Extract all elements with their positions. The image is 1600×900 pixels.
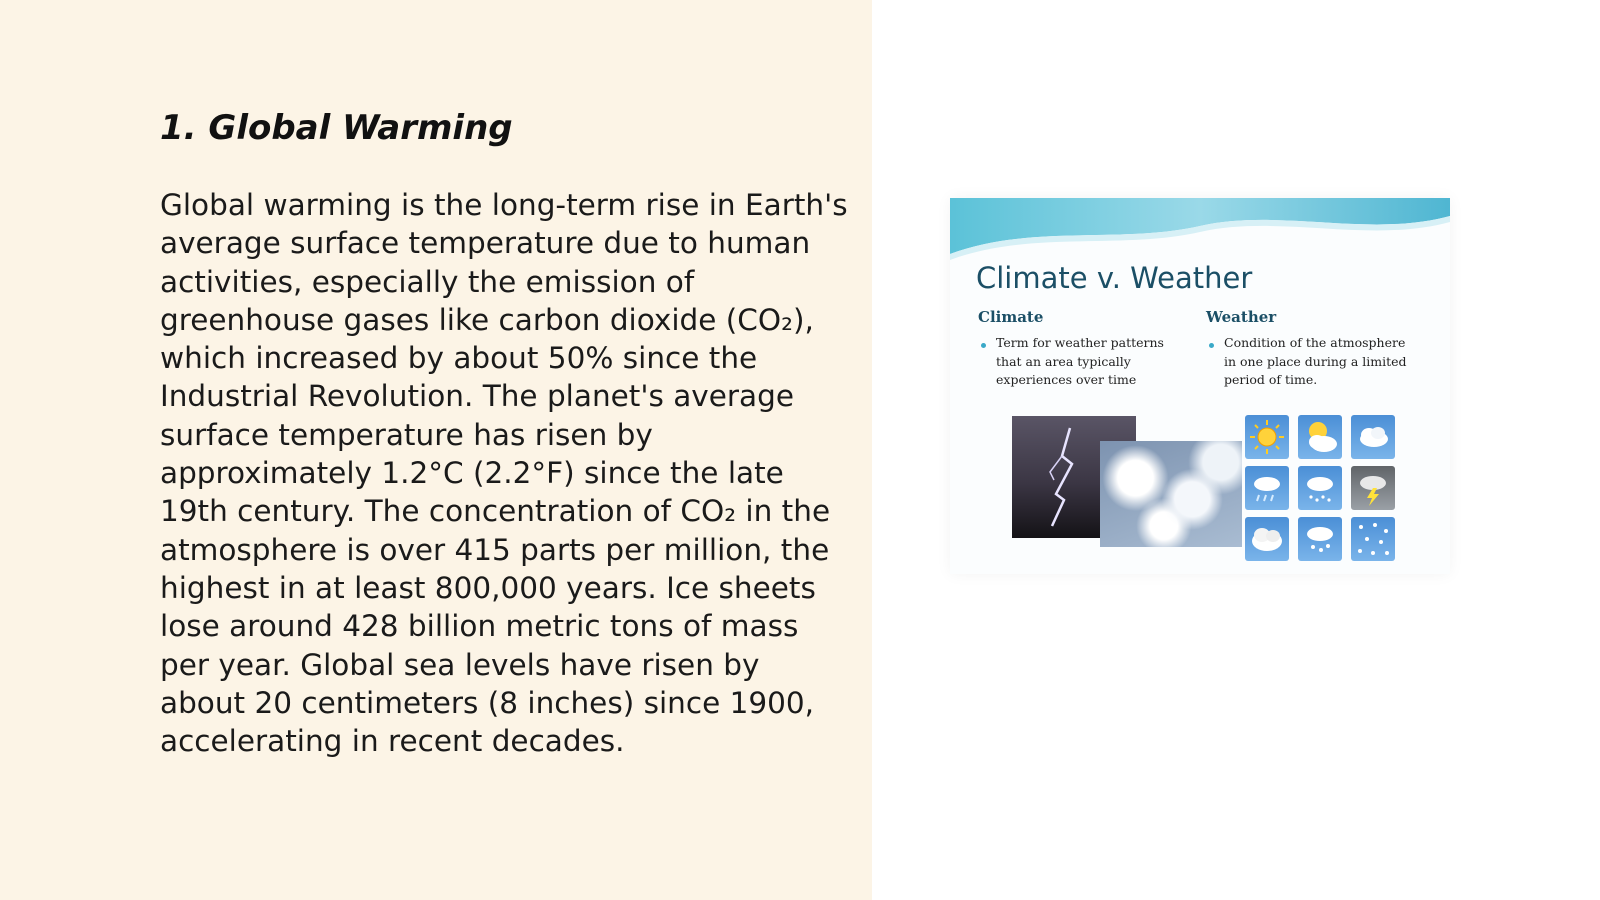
snow-cloud-icon: [1298, 517, 1342, 561]
weather-definition: [1224, 334, 1407, 390]
climate-definition: [996, 334, 1164, 390]
overcast-icon: [1245, 517, 1289, 561]
header-wave: [950, 198, 1450, 260]
bullet-dot: [981, 343, 986, 348]
thunderstorm-icon: [1351, 466, 1395, 510]
climate-line: that an area typically: [996, 353, 1131, 369]
weather-line: Condition of the atmosphere: [1224, 335, 1406, 350]
weather-heading: Weather: [1206, 308, 1277, 326]
sun-icon: [1245, 415, 1289, 459]
slide-title: 1. Global Warming: [160, 108, 513, 148]
snow-showers-icon: [1298, 466, 1342, 510]
climate-heading: Climate: [978, 308, 1044, 326]
body-text: Global warming is the long-term rise in Earth's average surface temperature due to human activities, especially the emission of greenhouse gases like carbon dioxide (CO₂), which increased by about 50% since the Industrial Revolution. The planet's average surface temperature has risen by approximately 1.2°C (2.2°F) since the late 19th century. The concentration of CO₂ in the atmosphere is over 415 parts per million, the highest in at least 800,000 years. Ice sheets lose around 428 billion metric tons of mass per year. Global sea levels have risen by about 20 centimeters (8 inches) since 1900, accelerating in recent decades.: [160, 188, 848, 759]
weather-line: in one place during a limited: [1224, 353, 1407, 369]
cloud-icon: [1351, 415, 1395, 459]
partly-cloudy-icon: [1298, 415, 1342, 459]
weather-line: period of time.: [1224, 372, 1318, 387]
climate-line: experiences over time: [996, 372, 1137, 387]
clouds-photo: [1100, 441, 1242, 547]
bullet-dot: [1209, 343, 1214, 348]
rain-icon: [1245, 466, 1289, 510]
image-title: Climate v. Weather: [976, 261, 1253, 295]
climate-line: Term for weather patterns: [996, 335, 1164, 350]
snowflakes-icon: [1351, 517, 1395, 561]
climate-weather-image: [950, 198, 1450, 574]
